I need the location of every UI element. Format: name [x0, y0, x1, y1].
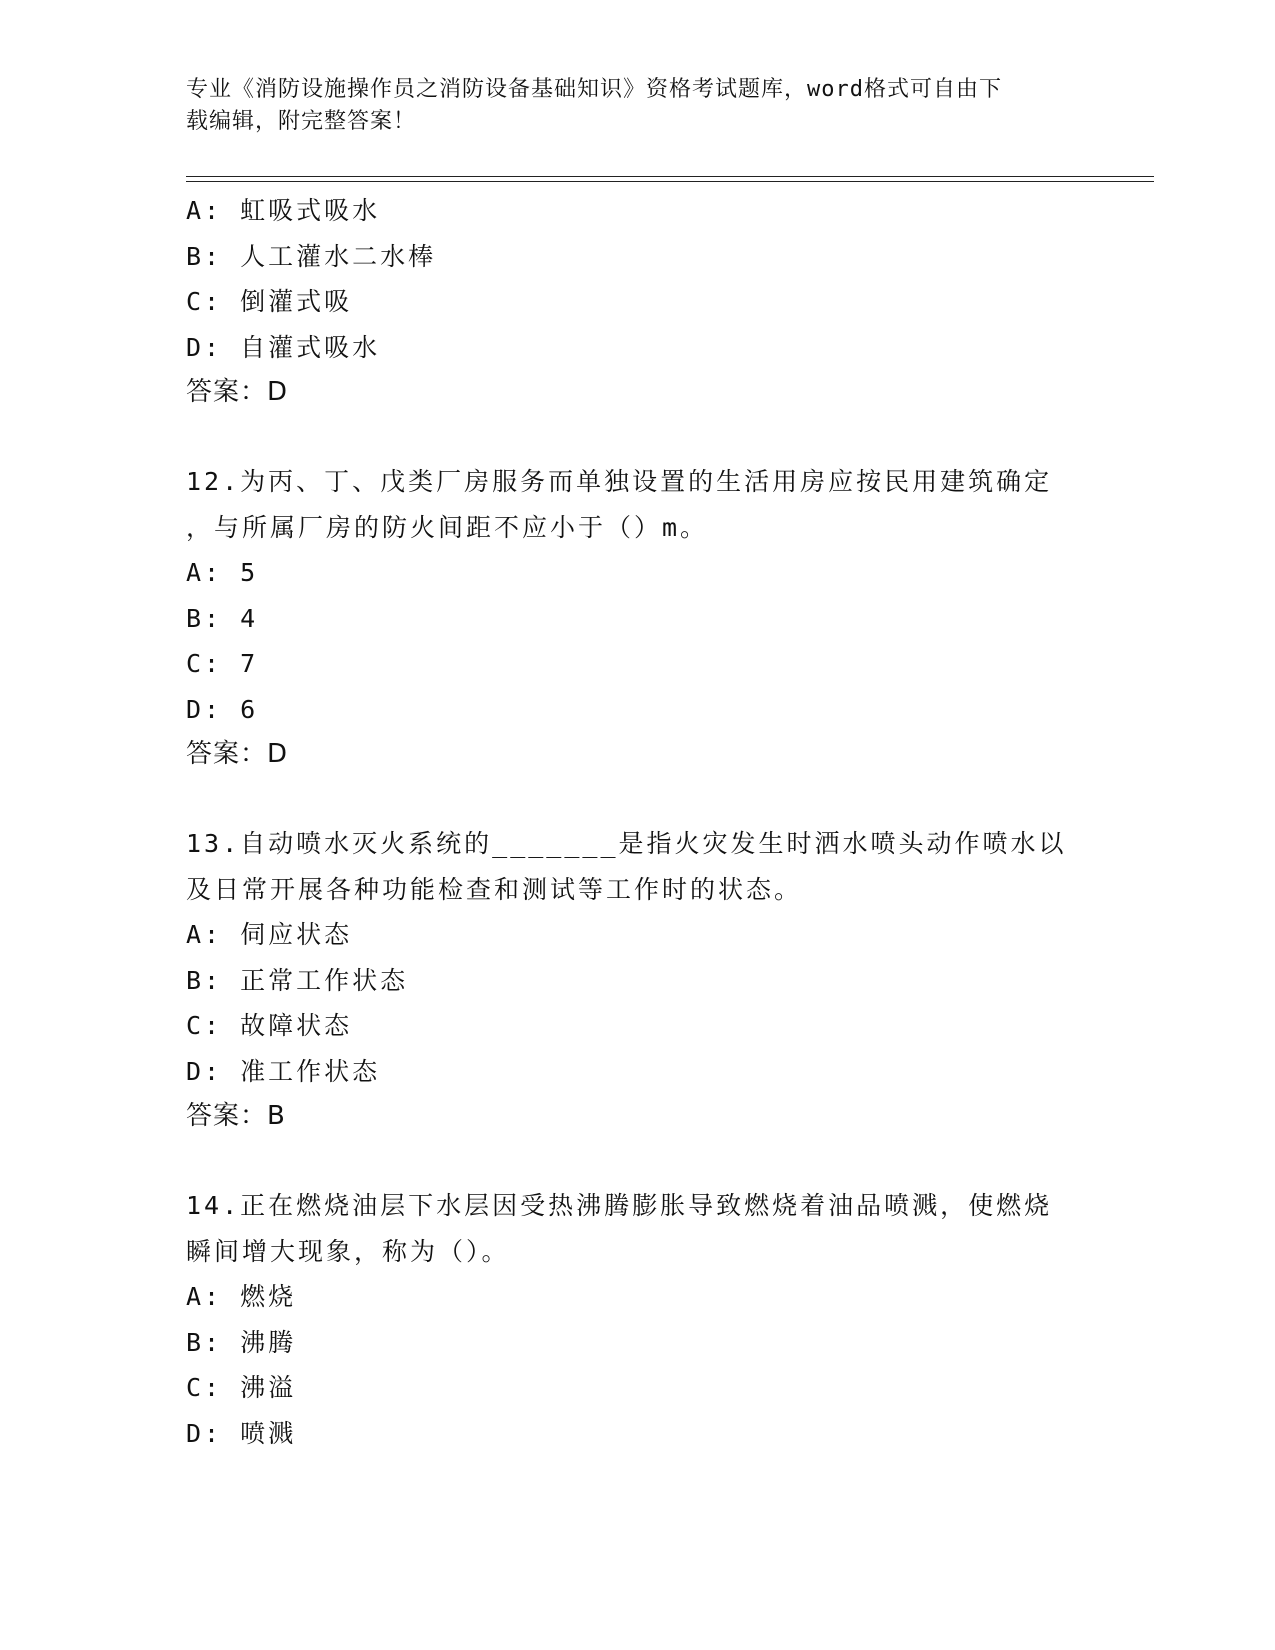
option-b: B: 人工灌水二水棒 [186, 241, 437, 271]
option-b: B: 4 [186, 603, 259, 633]
question-text-line-2: ，与所属厂房的防火间距不应小于（）m。 [186, 512, 709, 542]
option-c: C: 故障状态 [186, 1011, 353, 1040]
option-d: D: 6 [186, 694, 259, 724]
question-text-line-2: 瞬间增大现象，称为（）。 [186, 1236, 510, 1266]
option-a: A: 虹吸式吸水 [186, 196, 381, 225]
option-c: C: 沸溢 [186, 1373, 297, 1402]
question-text-line-1: 14.正在燃烧油层下水层因受热沸腾膨胀导致燃烧着油品喷溅，使燃烧 [186, 1191, 1053, 1220]
header-divider [186, 176, 1154, 177]
header-line-1: 专业《消防设施操作员之消防设备基础知识》资格考试题库，word格式可自由下 [186, 77, 1002, 102]
option-d: D: 喷溅 [186, 1418, 297, 1448]
option-a: A: 5 [186, 558, 259, 587]
answer: 答案：B [186, 1101, 286, 1131]
question-text-line-1: 12.为丙、丁、戊类厂房服务而单独设置的生活用房应按民用建筑确定 [186, 467, 1053, 496]
question-text-line-1: 13.自动喷水灭火系统的_______是指火灾发生时洒水喷头动作喷水以 [186, 829, 1067, 858]
answer: 答案：D [186, 377, 289, 407]
option-a: A: 燃烧 [186, 1282, 297, 1311]
option-c: C: 7 [186, 649, 259, 678]
question-14 [186, 1183, 1086, 1456]
answer: 答案：D [186, 739, 289, 769]
question-13 [186, 821, 1086, 1139]
question-11 [186, 188, 1086, 415]
question-12 [186, 459, 1086, 777]
question-list [186, 188, 1086, 1456]
header-line-2: 载编辑，附完整答案！ [186, 109, 417, 134]
option-b: B: 正常工作状态 [186, 965, 409, 995]
option-d: D: 准工作状态 [186, 1056, 381, 1086]
option-b: B: 沸腾 [186, 1327, 297, 1357]
option-c: C: 倒灌式吸 [186, 287, 353, 316]
document-header [186, 74, 1066, 138]
option-a: A: 伺应状态 [186, 920, 353, 949]
question-text-line-2: 及日常开展各种功能检查和测试等工作时的状态。 [186, 874, 803, 904]
header-divider-secondary [186, 181, 1154, 182]
option-d: D: 自灌式吸水 [186, 332, 381, 362]
